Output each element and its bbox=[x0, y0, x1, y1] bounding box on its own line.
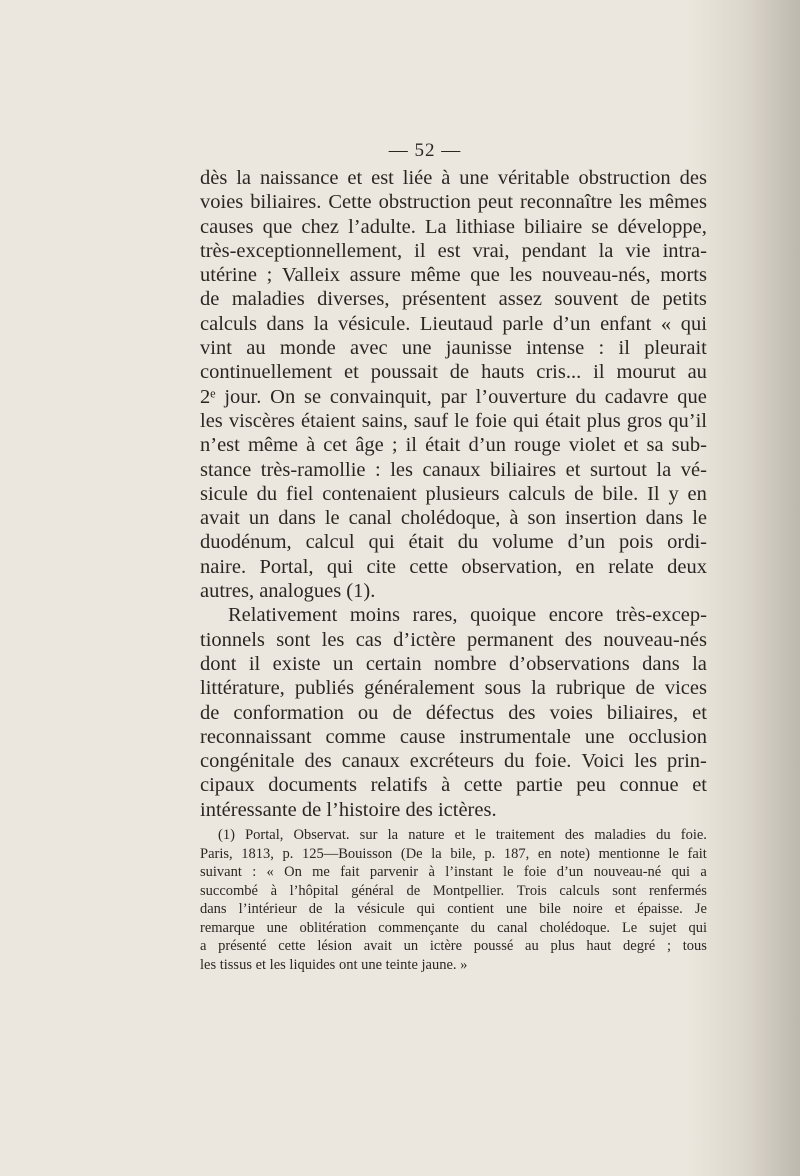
text-line: cipaux documents relatifs à cette partie peu connue et bbox=[200, 774, 707, 797]
text-line: littérature, publiés généralement sous la rubrique de vices bbox=[200, 677, 707, 700]
text-line: de conformation ou de défectus des voies biliaires, et bbox=[200, 701, 707, 724]
text-line: utérine ; Valleix assure même que les nouveau-nés, morts bbox=[200, 264, 707, 287]
footnote-line: succombé à l’hôpital général de Montpellier. Trois calculs sont renfermés bbox=[200, 882, 707, 899]
text-line: stance très-ramollie : les canaux biliaires et surtout la vé- bbox=[200, 458, 707, 481]
text-line: dont il existe un certain nombre d’observations dans la bbox=[200, 652, 707, 675]
text-line: n’est même à cet âge ; il était d’un rouge violet et sa sub- bbox=[200, 434, 707, 457]
footnote-line: suivant : « On me fait parvenir à l’instant le foie d’un nouveau-né qui a bbox=[200, 864, 707, 880]
footnote-line: les tissus et les liquides ont une teinte jaune. » bbox=[200, 956, 468, 973]
text-line: autres, analogues (1). bbox=[200, 580, 376, 603]
text-line: calculs dans la vésicule. Lieutaud parle d’un enfant « qui bbox=[200, 312, 707, 335]
footnote-line: a présenté cette lésion avait un ictère poussé au plus haut degré ; tous bbox=[200, 938, 707, 954]
footnote bbox=[200, 826, 707, 974]
footnote-line: remarque une oblitération commençante du canal cholédoque. Le sujet qui bbox=[200, 919, 707, 936]
text-line: les viscères étaient sains, sauf le foie qui était plus gros qu’il bbox=[200, 409, 707, 432]
text-line: congénitale des canaux excréteurs du foie. Voici les prin- bbox=[200, 750, 707, 773]
text-line: continuellement et poussait de hauts cris... il mourut au bbox=[200, 361, 707, 384]
text-line: dès la naissance et est liée à une véritable obstruction des bbox=[200, 167, 707, 189]
text-line: naire. Portal, qui cite cette observation, en relate deux bbox=[200, 555, 707, 578]
paragraph-1 bbox=[200, 166, 707, 603]
footnote-line: (1) Portal, Observat. sur la nature et le traitement des maladies du foie. bbox=[218, 827, 707, 843]
text-line: intéressante de l’histoire des ictères. bbox=[200, 798, 497, 821]
paragraph-2 bbox=[200, 603, 707, 822]
footnote-line: dans l’intérieur de la vésicule qui contient une bile noire et épaisse. Je bbox=[200, 901, 707, 917]
text-line: avait un dans le canal cholédoque, à son insertion dans le bbox=[200, 507, 707, 530]
main-text bbox=[200, 166, 707, 822]
text-line: causes que chez l’adulte. La lithiase biliaire se développe, bbox=[200, 215, 707, 238]
text-line: de maladies diverses, présentent assez souvent de petits bbox=[200, 288, 707, 311]
text-line: vint au monde avec une jaunisse intense : il pleurait bbox=[200, 337, 707, 360]
text-line: sicule du fiel contenaient plusieurs calculs de bile. Il y en bbox=[200, 482, 707, 505]
text-line: tionnels sont les cas d’ictère permanent des nouveau-nés bbox=[200, 628, 707, 651]
text-line: 2ᵉ jour. On se convainquit, par l’ouverture du cadavre que bbox=[200, 385, 707, 408]
text-line: reconnaissant comme cause instrumentale une occlusion bbox=[200, 725, 707, 748]
text-line: Relativement moins rares, quoique encore très-excep- bbox=[228, 604, 707, 627]
text-line: duodénum, calcul qui était du volume d’un pois ordi- bbox=[200, 531, 707, 554]
text-line: voies biliaires. Cette obstruction peut reconnaître les mêmes bbox=[200, 191, 707, 214]
footnote-line: Paris, 1813, p. 125—Bouisson (De la bile, p. 187, en note) mentionne le fait bbox=[200, 845, 707, 862]
text-line: très-exceptionnellement, il est vrai, pendant la vie intra- bbox=[200, 239, 707, 262]
page-number: — 52 — bbox=[388, 140, 462, 161]
